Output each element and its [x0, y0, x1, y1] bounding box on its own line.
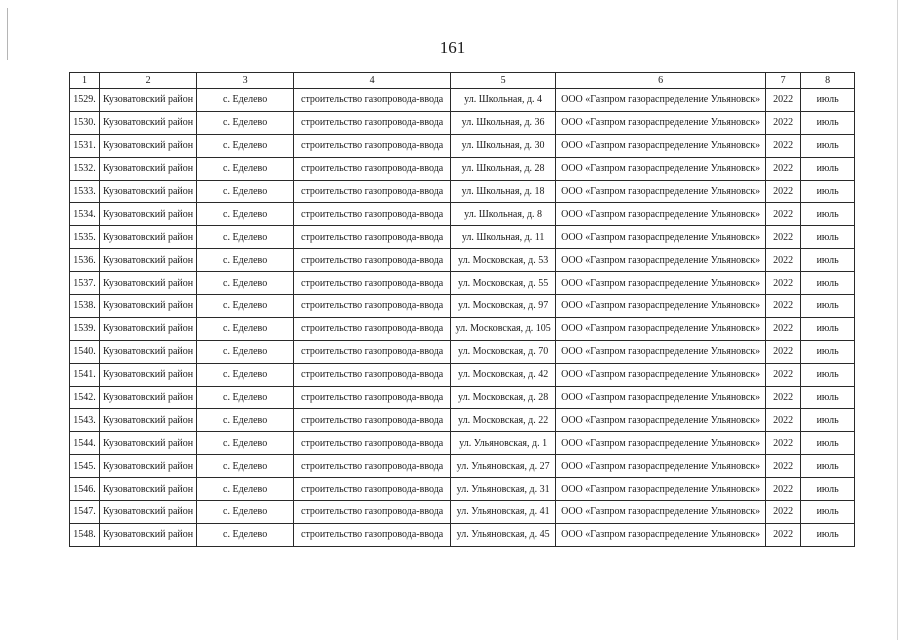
table-row	[70, 134, 855, 157]
locality-cell: с. Еделево	[197, 226, 294, 249]
work-type-cell: строительство газопровода-ввода	[294, 523, 451, 546]
locality-cell: с. Еделево	[197, 203, 294, 226]
row-number-cell: 1534.	[70, 203, 100, 226]
locality-cell: с. Еделево	[197, 478, 294, 501]
locality-cell: с. Еделево	[197, 111, 294, 134]
year-cell: 2022	[766, 340, 801, 363]
work-type-cell: строительство газопровода-ввода	[294, 295, 451, 318]
year-cell: 2022	[766, 501, 801, 524]
address-cell: ул. Школьная, д. 4	[451, 89, 556, 112]
table-row	[70, 386, 855, 409]
table-row	[70, 249, 855, 272]
month-cell: июль	[801, 386, 855, 409]
organization-cell: ООО «Газпром газораспределение Ульяновск»	[556, 180, 766, 203]
year-cell: 2022	[766, 455, 801, 478]
work-type-cell: строительство газопровода-ввода	[294, 89, 451, 112]
work-type-cell: строительство газопровода-ввода	[294, 432, 451, 455]
district-cell: Кузоватовский район	[100, 249, 197, 272]
row-number-cell: 1533.	[70, 180, 100, 203]
work-type-cell: строительство газопровода-ввода	[294, 386, 451, 409]
year-cell: 2022	[766, 432, 801, 455]
work-type-cell: строительство газопровода-ввода	[294, 157, 451, 180]
organization-cell: ООО «Газпром газораспределение Ульяновск»	[556, 203, 766, 226]
table-row	[70, 89, 855, 112]
month-cell: июль	[801, 432, 855, 455]
work-type-cell: строительство газопровода-ввода	[294, 317, 451, 340]
month-cell: июль	[801, 523, 855, 546]
organization-cell: ООО «Газпром газораспределение Ульяновск»	[556, 432, 766, 455]
year-cell: 2022	[766, 363, 801, 386]
district-cell: Кузоватовский район	[100, 363, 197, 386]
address-cell: ул. Московская, д. 55	[451, 272, 556, 295]
address-cell: ул. Ульяновская, д. 41	[451, 501, 556, 524]
locality-cell: с. Еделево	[197, 272, 294, 295]
month-cell: июль	[801, 455, 855, 478]
address-cell: ул. Московская, д. 42	[451, 363, 556, 386]
organization-cell: ООО «Газпром газораспределение Ульяновск»	[556, 157, 766, 180]
work-type-cell: строительство газопровода-ввода	[294, 501, 451, 524]
locality-cell: с. Еделево	[197, 317, 294, 340]
row-number-cell: 1545.	[70, 455, 100, 478]
table-row	[70, 501, 855, 524]
table-row	[70, 523, 855, 546]
address-cell: ул. Школьная, д. 36	[451, 111, 556, 134]
district-cell: Кузоватовский район	[100, 226, 197, 249]
table-row	[70, 409, 855, 432]
year-cell: 2022	[766, 272, 801, 295]
district-cell: Кузоватовский район	[100, 203, 197, 226]
work-type-cell: строительство газопровода-ввода	[294, 340, 451, 363]
address-cell: ул. Московская, д. 28	[451, 386, 556, 409]
year-cell: 2022	[766, 249, 801, 272]
month-cell: июль	[801, 134, 855, 157]
month-cell: июль	[801, 340, 855, 363]
address-cell: ул. Школьная, д. 30	[451, 134, 556, 157]
locality-cell: с. Еделево	[197, 89, 294, 112]
year-cell: 2022	[766, 203, 801, 226]
year-cell: 2022	[766, 386, 801, 409]
month-cell: июль	[801, 157, 855, 180]
organization-cell: ООО «Газпром газораспределение Ульяновск»	[556, 340, 766, 363]
year-cell: 2022	[766, 89, 801, 112]
row-number-cell: 1532.	[70, 157, 100, 180]
row-number-cell: 1547.	[70, 501, 100, 524]
month-cell: июль	[801, 226, 855, 249]
table-row	[70, 203, 855, 226]
month-cell: июль	[801, 317, 855, 340]
locality-cell: с. Еделево	[197, 523, 294, 546]
column-header: 6	[556, 73, 766, 89]
month-cell: июль	[801, 363, 855, 386]
organization-cell: ООО «Газпром газораспределение Ульяновск»	[556, 134, 766, 157]
row-number-cell: 1536.	[70, 249, 100, 272]
locality-cell: с. Еделево	[197, 295, 294, 318]
column-header: 7	[766, 73, 801, 89]
month-cell: июль	[801, 478, 855, 501]
row-number-cell: 1543.	[70, 409, 100, 432]
address-cell: ул. Московская, д. 105	[451, 317, 556, 340]
district-cell: Кузоватовский район	[100, 272, 197, 295]
address-cell: ул. Школьная, д. 18	[451, 180, 556, 203]
address-cell: ул. Московская, д. 22	[451, 409, 556, 432]
locality-cell: с. Еделево	[197, 134, 294, 157]
organization-cell: ООО «Газпром газораспределение Ульяновск»	[556, 111, 766, 134]
address-cell: ул. Ульяновская, д. 27	[451, 455, 556, 478]
organization-cell: ООО «Газпром газораспределение Ульяновск»	[556, 455, 766, 478]
address-cell: ул. Школьная, д. 28	[451, 157, 556, 180]
row-number-cell: 1538.	[70, 295, 100, 318]
row-number-cell: 1530.	[70, 111, 100, 134]
year-cell: 2022	[766, 134, 801, 157]
district-cell: Кузоватовский район	[100, 523, 197, 546]
district-cell: Кузоватовский район	[100, 432, 197, 455]
year-cell: 2022	[766, 111, 801, 134]
work-type-cell: строительство газопровода-ввода	[294, 203, 451, 226]
table-body	[70, 89, 855, 547]
row-number-cell: 1546.	[70, 478, 100, 501]
row-number-cell: 1529.	[70, 89, 100, 112]
district-cell: Кузоватовский район	[100, 478, 197, 501]
locality-cell: с. Еделево	[197, 409, 294, 432]
table-row	[70, 478, 855, 501]
year-cell: 2022	[766, 317, 801, 340]
work-type-cell: строительство газопровода-ввода	[294, 478, 451, 501]
work-type-cell: строительство газопровода-ввода	[294, 249, 451, 272]
row-number-cell: 1542.	[70, 386, 100, 409]
year-cell: 2022	[766, 523, 801, 546]
work-type-cell: строительство газопровода-ввода	[294, 180, 451, 203]
district-cell: Кузоватовский район	[100, 386, 197, 409]
table-row	[70, 340, 855, 363]
table-row	[70, 455, 855, 478]
locality-cell: с. Еделево	[197, 386, 294, 409]
table-row	[70, 157, 855, 180]
organization-cell: ООО «Газпром газораспределение Ульяновск»	[556, 501, 766, 524]
month-cell: июль	[801, 249, 855, 272]
month-cell: июль	[801, 89, 855, 112]
table-row	[70, 226, 855, 249]
work-type-cell: строительство газопровода-ввода	[294, 409, 451, 432]
row-number-cell: 1544.	[70, 432, 100, 455]
organization-cell: ООО «Газпром газораспределение Ульяновск»	[556, 363, 766, 386]
row-number-cell: 1541.	[70, 363, 100, 386]
organization-cell: ООО «Газпром газораспределение Ульяновск»	[556, 523, 766, 546]
address-cell: ул. Ульяновская, д. 1	[451, 432, 556, 455]
district-cell: Кузоватовский район	[100, 180, 197, 203]
work-type-cell: строительство газопровода-ввода	[294, 455, 451, 478]
table-row	[70, 111, 855, 134]
year-cell: 2022	[766, 409, 801, 432]
district-cell: Кузоватовский район	[100, 111, 197, 134]
year-cell: 2022	[766, 478, 801, 501]
row-number-cell: 1535.	[70, 226, 100, 249]
works-schedule-table	[69, 72, 855, 547]
organization-cell: ООО «Газпром газораспределение Ульяновск»	[556, 249, 766, 272]
row-number-cell: 1548.	[70, 523, 100, 546]
month-cell: июль	[801, 203, 855, 226]
locality-cell: с. Еделево	[197, 249, 294, 272]
month-cell: июль	[801, 272, 855, 295]
district-cell: Кузоватовский район	[100, 340, 197, 363]
address-cell: ул. Московская, д. 53	[451, 249, 556, 272]
address-cell: ул. Ульяновская, д. 31	[451, 478, 556, 501]
district-cell: Кузоватовский район	[100, 134, 197, 157]
month-cell: июль	[801, 409, 855, 432]
table-row	[70, 272, 855, 295]
district-cell: Кузоватовский район	[100, 89, 197, 112]
table-row	[70, 432, 855, 455]
year-cell: 2022	[766, 226, 801, 249]
table-row	[70, 180, 855, 203]
district-cell: Кузоватовский район	[100, 157, 197, 180]
address-cell: ул. Школьная, д. 8	[451, 203, 556, 226]
work-type-cell: строительство газопровода-ввода	[294, 226, 451, 249]
organization-cell: ООО «Газпром газораспределение Ульяновск»	[556, 478, 766, 501]
district-cell: Кузоватовский район	[100, 317, 197, 340]
locality-cell: с. Еделево	[197, 157, 294, 180]
district-cell: Кузоватовский район	[100, 409, 197, 432]
locality-cell: с. Еделево	[197, 455, 294, 478]
address-cell: ул. Московская, д. 97	[451, 295, 556, 318]
locality-cell: с. Еделево	[197, 340, 294, 363]
month-cell: июль	[801, 180, 855, 203]
district-cell: Кузоватовский район	[100, 455, 197, 478]
page-number: 161	[439, 38, 466, 57]
locality-cell: с. Еделево	[197, 363, 294, 386]
year-cell: 2022	[766, 157, 801, 180]
scan-right-edge-mark	[897, 0, 898, 640]
organization-cell: ООО «Газпром газораспределение Ульяновск»	[556, 226, 766, 249]
column-header: 3	[197, 73, 294, 89]
column-number-row	[70, 73, 855, 89]
locality-cell: с. Еделево	[197, 501, 294, 524]
column-header: 1	[70, 73, 100, 89]
organization-cell: ООО «Газпром газораспределение Ульяновск»	[556, 386, 766, 409]
row-number-cell: 1531.	[70, 134, 100, 157]
year-cell: 2022	[766, 180, 801, 203]
table-row	[70, 295, 855, 318]
column-header: 5	[451, 73, 556, 89]
month-cell: июль	[801, 295, 855, 318]
row-number-cell: 1540.	[70, 340, 100, 363]
organization-cell: ООО «Газпром газораспределение Ульяновск»	[556, 295, 766, 318]
month-cell: июль	[801, 501, 855, 524]
column-header: 8	[801, 73, 855, 89]
district-cell: Кузоватовский район	[100, 295, 197, 318]
district-cell: Кузоватовский район	[100, 501, 197, 524]
table-row	[70, 317, 855, 340]
row-number-cell: 1539.	[70, 317, 100, 340]
work-type-cell: строительство газопровода-ввода	[294, 272, 451, 295]
address-cell: ул. Школьная, д. 11	[451, 226, 556, 249]
column-header: 2	[100, 73, 197, 89]
organization-cell: ООО «Газпром газораспределение Ульяновск»	[556, 317, 766, 340]
month-cell: июль	[801, 111, 855, 134]
organization-cell: ООО «Газпром газораспределение Ульяновск»	[556, 272, 766, 295]
work-type-cell: строительство газопровода-ввода	[294, 363, 451, 386]
locality-cell: с. Еделево	[197, 180, 294, 203]
work-type-cell: строительство газопровода-ввода	[294, 134, 451, 157]
work-type-cell: строительство газопровода-ввода	[294, 111, 451, 134]
column-header: 4	[294, 73, 451, 89]
organization-cell: ООО «Газпром газораспределение Ульяновск»	[556, 409, 766, 432]
organization-cell: ООО «Газпром газораспределение Ульяновск»	[556, 89, 766, 112]
row-number-cell: 1537.	[70, 272, 100, 295]
year-cell: 2022	[766, 295, 801, 318]
table-row	[70, 363, 855, 386]
address-cell: ул. Московская, д. 70	[451, 340, 556, 363]
address-cell: ул. Ульяновская, д. 45	[451, 523, 556, 546]
locality-cell: с. Еделево	[197, 432, 294, 455]
